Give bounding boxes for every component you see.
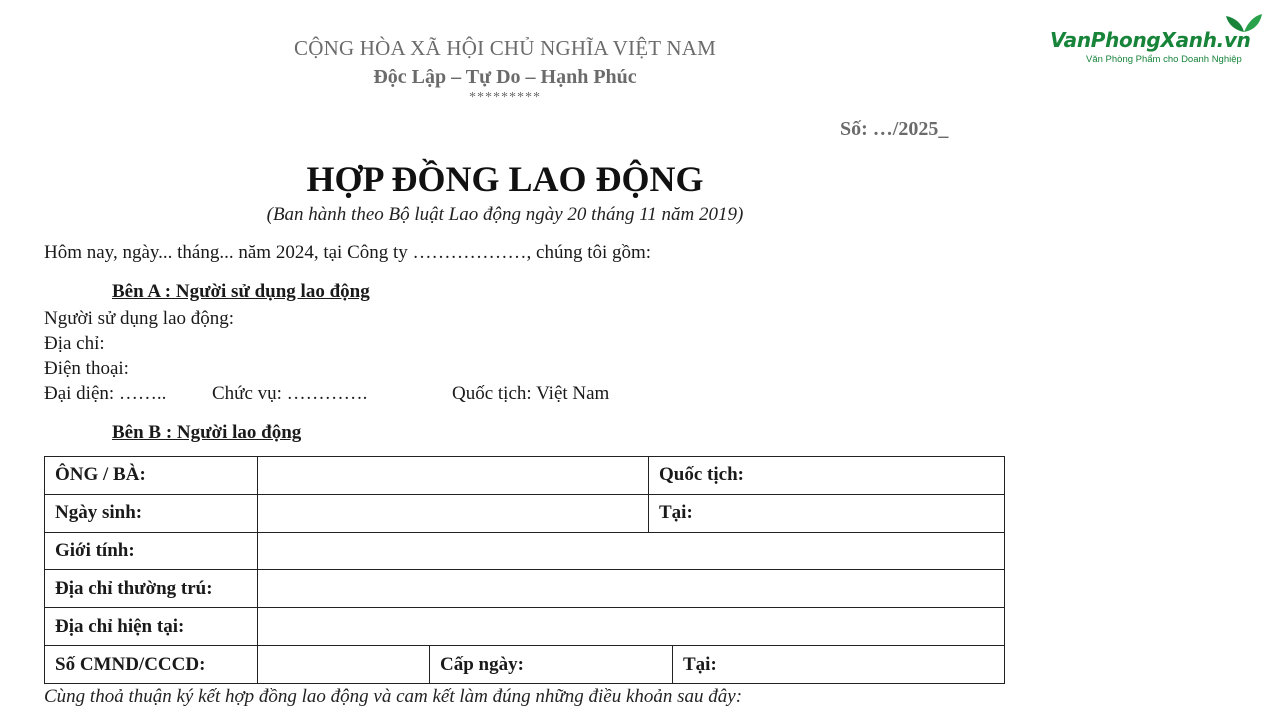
national-motto: Độc Lập – Tự Do – Hạnh Phúc [373, 66, 637, 88]
dob-label: Ngày sinh: [45, 494, 258, 532]
national-title: CỘNG HÒA XÃ HỘI CHỦ NGHĨA VIỆT NAM [294, 36, 716, 60]
nationality-label: Quốc tịch: [649, 457, 1005, 495]
table-row [45, 457, 1005, 495]
document-title: HỢP ĐỒNG LAO ĐỘNG [306, 159, 704, 199]
phone-line: Điện thoại: [44, 358, 129, 379]
employer-line: Người sử dụng lao động: [44, 308, 235, 329]
current-address-value-cell[interactable] [258, 608, 1005, 646]
intro-sentence: Hôm nay, ngày... tháng... năm 2024, tại Công ty ………………, chúng tôi gồm: [44, 242, 652, 263]
name-label: ÔNG / BÀ: [45, 457, 258, 495]
current-address-label: Địa chỉ hiện tại: [45, 608, 258, 646]
issue-place-label: Tại: [673, 646, 1005, 684]
id-number-value-cell[interactable] [258, 646, 430, 684]
table-row [45, 532, 1005, 570]
issue-date-label: Cấp ngày: [430, 646, 673, 684]
address-line: Địa chỉ: [44, 333, 105, 354]
representative-label: Đại diện: …….. [44, 383, 167, 404]
closing-sentence: Cùng thoả thuận ký kết hợp đồng lao động và cam kết làm đúng những điều khoản sau đây: [44, 686, 743, 707]
representative-line [44, 383, 610, 405]
gender-label: Giới tính: [45, 532, 258, 570]
table-row [45, 608, 1005, 646]
party-a-heading: Bên A : Người sử dụng lao động [112, 281, 370, 302]
header-separator: ********* [469, 90, 541, 105]
contract-number: Số: …/2025_ [840, 118, 949, 140]
table-row [45, 570, 1005, 608]
permanent-address-label: Địa chỉ thường trú: [45, 570, 258, 608]
dob-value-cell[interactable] [258, 494, 649, 532]
permanent-address-value-cell[interactable] [258, 570, 1005, 608]
id-number-label: Số CMND/CCCD: [45, 646, 258, 684]
vanphongxanh-logo [1050, 12, 1270, 72]
table-row [45, 494, 1005, 532]
table-row [45, 646, 1005, 684]
logo-tagline: Văn Phòng Phẩm cho Doanh Nghiệp [1086, 54, 1242, 65]
logo-name: VanPhongXanh.vn [1050, 28, 1251, 52]
gender-value-cell[interactable] [258, 532, 1005, 570]
employee-info-table [44, 456, 1005, 684]
party-b-heading: Bên B : Người lao động [112, 422, 302, 443]
nationality-label: Quốc tịch: Việt Nam [452, 383, 610, 404]
birthplace-label: Tại: [649, 494, 1005, 532]
name-value-cell[interactable] [258, 457, 649, 495]
document-subtitle: (Ban hành theo Bộ luật Lao động ngày 20 tháng 11 năm 2019) [266, 204, 744, 225]
position-label: Chức vụ: …………. [212, 383, 368, 404]
